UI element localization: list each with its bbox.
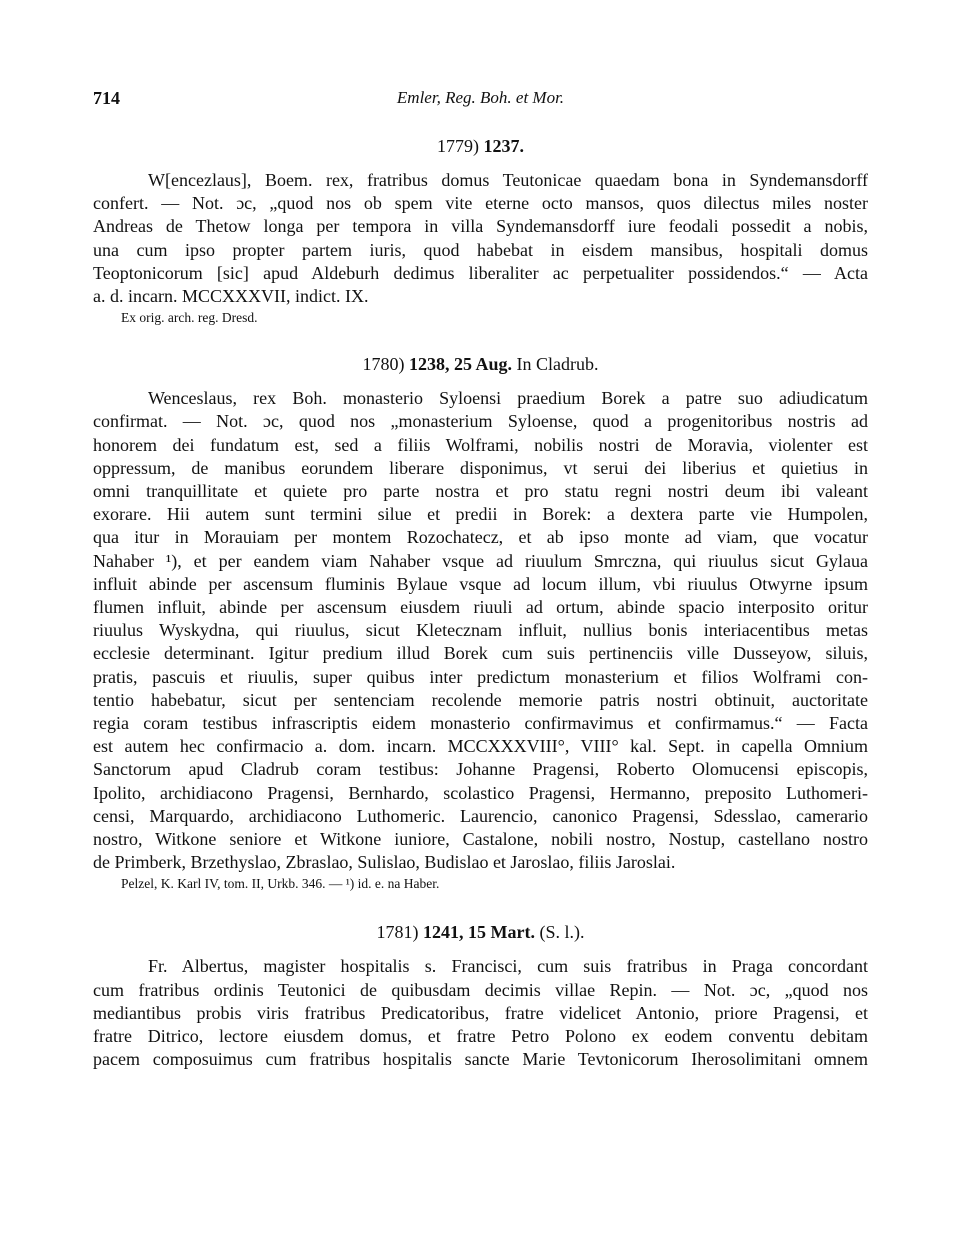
page-number: 714 (93, 88, 120, 108)
text-line: pacem composuimus cum fratribus hospitalis sancte Marie Tevtonicorum Iherosolimitani omnem (93, 1049, 868, 1070)
text-line: flumen influit, abinde per ascensum eiusdem riuuli ad ortum, abinde spacio interposito oritur (93, 597, 868, 618)
text-line: exorare. Hii autem sunt termini silue et predii in Borek: a dextera parte vie Humpolen, (93, 504, 868, 525)
text-line: influit abinde per ascensum fluminis Bylaue vsque ad locum illum, vbi riuulus Otwyrne ipsum (93, 573, 868, 594)
entry-date: 1237. (483, 136, 524, 156)
entry-number: 1781) (376, 922, 419, 943)
text-line: oppressum, de manibus eorundem liberare disponimus, vt serui dei liberius et quietius in (93, 457, 868, 478)
entry-1779 (93, 136, 868, 326)
text-line: Sanctorum apud Cladrub coram testibus: Johanne Pragensi, Roberto Olomucensi episcopis, (93, 759, 868, 780)
entry-heading (93, 922, 868, 943)
text-line: a. d. incarn. MCCXXXVII, indict. IX. (93, 286, 369, 307)
running-title: Emler, Reg. Boh. et Mor. (396, 88, 565, 107)
entry-date: 1238, 25 Aug. (408, 354, 513, 375)
text-line: Ipolito, archidiacono Pragensi, Bernhardo, scolastico Pragensi, Hermanno, preposito Luthomeri- (93, 782, 868, 803)
text-line: Andreas de Thetow longa per tempora in villa Syndemansdorff iure feodali possedit a nobis, (93, 216, 868, 237)
text-line: est autem hec confirmacio a. dom. incarn. MCCXXXVIII°, VIII° kal. Sept. in capella Omnium (93, 736, 868, 757)
text-line: mediantibus probis viris fratribus Predicatoribus, fratre videlicet Antonio, priore Pragensi, et (93, 1002, 868, 1023)
text-line: tentio habebatur, sicut per sentenciam recolende memorie patris nostri obtinuit, auctoritate (93, 689, 868, 710)
text-line: cum fratribus ordinis Teutonici de quibusdam decimis villae Repin. — Not. ɔc, „quod nos (93, 979, 868, 1000)
text-line: honorem dei fundatum est, sed a filiis Wolframi, nobilis nostri de Moravia, violenter est (93, 434, 868, 455)
page-header (93, 88, 868, 118)
text-line: omni tranquillitate et quiete pro parte nostra et pro statu regni nostri deum ibi valeant (93, 481, 868, 502)
entry-1780 (93, 354, 868, 892)
text-line: confirmat. — Not. ɔc, quod nos „monasterium Syloense, quod a progenitoribus nostris ad (93, 411, 868, 432)
text-line: una cum ipso propter partem iuris, quod habebat in eisdem mansibus, hospitali domus (93, 239, 868, 260)
text-line: Fr. Albertus, magister hospitalis s. Francisci, cum suis fratribus in Praga concordant (148, 956, 868, 977)
text-line: fratre Ditrico, lectore eiusdem domus, et fratre Petro Polono ex eodem conventu debitam (93, 1026, 868, 1047)
text-line: riuulus Wyskydna, qui riuulus, sicut Kletecznam influit, nullius bonis interiacentibus metas (93, 620, 868, 641)
text-line: pratis, pascuis et riuulis, super quibus inter predictum monasterium et filios Wolframi con- (93, 666, 868, 687)
text-line: ecclesie determinant. Igitur predium illud Borek cum suis pertinenciis ville Dusseyow, siluis, (93, 643, 868, 664)
text-line: de Primberk, Brzethyslao, Zbraslao, Sulislao, Budislao et Jaroslao, filiis Jaroslai. (93, 852, 676, 873)
text-line: qua itur in Morauiam per montem Rozochatecz, et ab ipso monte ad viam, que vocatur (93, 527, 868, 548)
text-line: W[encezlaus], Boem. rex, fratribus domus Teutonicae quaedam bona in Syndemansdorff (148, 170, 868, 190)
text-line: nostro, Witkone seniore et Witkone iuniore, Castalone, nobili nostro, Nostup, castellano nostro (93, 829, 868, 850)
entry-place: (S. l.). (539, 922, 585, 943)
document-page (93, 88, 868, 1072)
entry-text (93, 387, 868, 874)
text-line: regia coram testibus infrascriptis eidem monasterio confirmavimus et confirmamus.“ — Facta (93, 713, 868, 734)
text-line: Wenceslaus, rex Boh. monasterio Syloensi praedium Borek a patre suo adiudicatum (148, 388, 868, 409)
entry-heading (93, 136, 868, 157)
source-note: Ex orig. arch. reg. Dresd. (121, 310, 258, 326)
entry-heading (93, 354, 868, 375)
text-line: censi, Marquardo, archidiacono Luthomeric. Laurencio, canonico Pragensi, Sdesslao, camerario (93, 805, 868, 826)
entry-number: 1780) (362, 354, 405, 375)
entry-date: 1241, 15 Mart. (423, 922, 535, 943)
entry-number: 1779) (437, 136, 479, 156)
entry-text (93, 169, 868, 308)
source-note: Pelzel, K. Karl IV, tom. II, Urkb. 346. — ¹) id. e. na Haber. (121, 876, 440, 892)
text-line: confert. — Not. ɔc, „quod nos ob spem vite eterne octo mansos, quos dilectus miles noster (93, 193, 868, 214)
entry-1781 (93, 922, 868, 1071)
text-line: Nahaber ¹), et per eandem viam Nahaber vsque ad riuulum Smrczna, qui riuulus sicut Gylaua (93, 550, 868, 571)
text-line: Teoptonicorum [sic] apud Aldeburh dedimus liberaliter ac perpetualiter possidendos.“ — Acta (93, 262, 868, 283)
entry-text (93, 955, 868, 1071)
entry-place: In Cladrub. (516, 354, 599, 375)
